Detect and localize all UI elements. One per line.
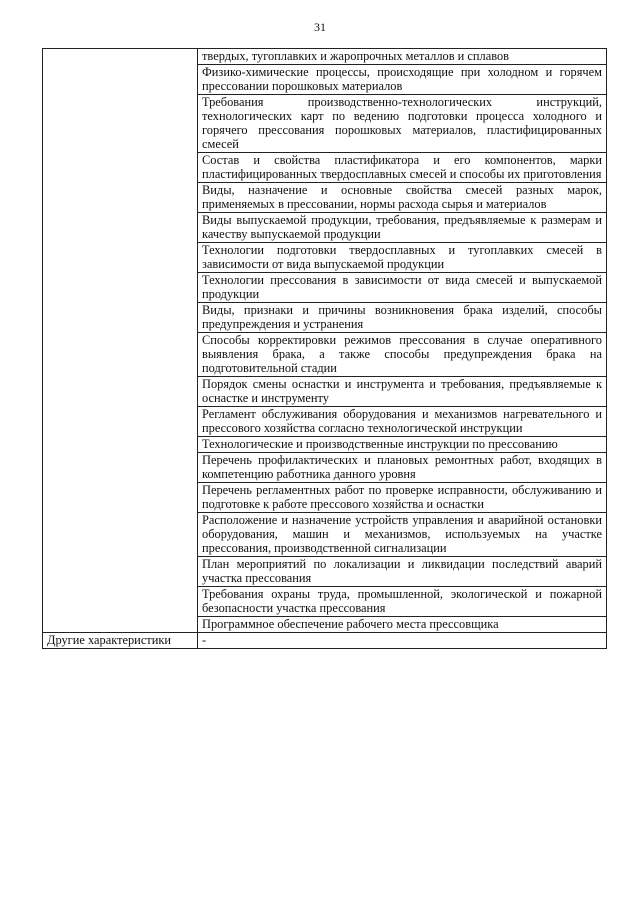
knowledge-item: твердых, тугоплавких и жаропрочных металлов и сплавов — [198, 49, 607, 65]
knowledge-item: Программное обеспечение рабочего места прессовщика — [198, 617, 607, 633]
label-cell-empty — [43, 49, 198, 633]
table-row — [43, 49, 607, 65]
knowledge-item: Виды, назначение и основные свойства смесей разных марок, применяемых в прессовании, нормы расхода сырья и материалов — [198, 183, 607, 213]
knowledge-item: Технологии подготовки твердосплавных и тугоплавких смесей в зависимости от вида выпускаемой продукции — [198, 243, 607, 273]
knowledge-item: Перечень профилактических и плановых ремонтных работ, входящих в компетенцию работника данного уровня — [198, 453, 607, 483]
knowledge-item: Перечень регламентных работ по проверке исправности, обслуживанию и подготовке к работе прессового хозяйства и оснастки — [198, 483, 607, 513]
knowledge-item: Технологические и производственные инструкции по прессованию — [198, 437, 607, 453]
knowledge-item: Виды выпускаемой продукции, требования, предъявляемые к размерам и качеству выпускаемой продукции — [198, 213, 607, 243]
knowledge-item: Порядок смены оснастки и инструмента и требования, предъявляемые к оснастке и инструменту — [198, 377, 607, 407]
table-row — [43, 633, 607, 649]
knowledge-item: Состав и свойства пластификатора и его компонентов, марки пластифицированных твердосплавных смесей и способы их приготовления — [198, 153, 607, 183]
knowledge-item: Технологии прессования в зависимости от вида смесей и выпускаемой продукции — [198, 273, 607, 303]
knowledge-item: Требования производственно-технологических инструкций, технологических карт по ведению подготовки процесса холодного и горячего прессования порошковых материалов, пластифицированных смесей — [198, 95, 607, 153]
knowledge-item: Требования охраны труда, промышленной, экологической и пожарной безопасности участка прессования — [198, 587, 607, 617]
other-characteristics-value: - — [198, 633, 607, 649]
other-characteristics-label: Другие характеристики — [43, 633, 198, 649]
knowledge-item: План мероприятий по локализации и ликвидации последствий аварий участка прессования — [198, 557, 607, 587]
knowledge-item: Расположение и назначение устройств управления и аварийной остановки оборудования, машин и механизмов, используемых на участке прессования, производственной сигнализации — [198, 513, 607, 557]
page-number: 31 — [314, 20, 326, 34]
knowledge-item: Виды, признаки и причины возникновения брака изделий, способы предупреждения и устранения — [198, 303, 607, 333]
knowledge-item: Физико-химические процессы, происходящие при холодном и горячем прессовании порошковых материалов — [198, 65, 607, 95]
requirements-table — [42, 48, 607, 649]
knowledge-item: Способы корректировки режимов прессования в случае оперативного выявления брака, а также способы предупреждения брака на подготовительной стадии — [198, 333, 607, 377]
knowledge-item: Регламент обслуживания оборудования и механизмов нагревательного и прессового хозяйства согласно технологической инструкции — [198, 407, 607, 437]
